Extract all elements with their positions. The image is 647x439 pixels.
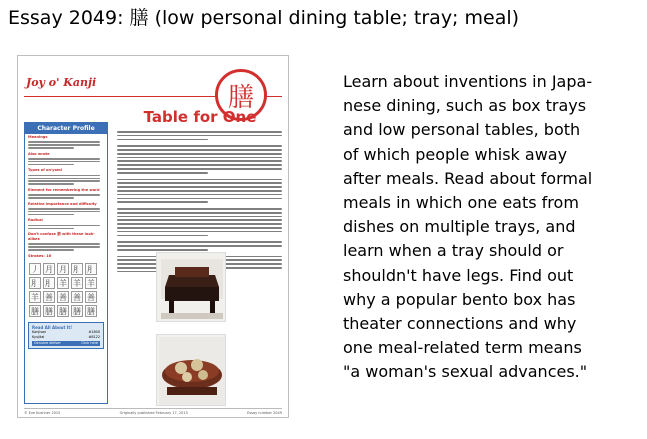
stroke-order-box: 膳	[73, 306, 81, 316]
profile-section	[25, 167, 107, 187]
greeked-text-line	[117, 157, 282, 159]
lacquer-box-tray-photo	[156, 252, 226, 322]
read-all-label: Genuine deliver	[34, 340, 61, 345]
stroke-order-box: ⺼	[87, 264, 95, 274]
stroke-order-box: 丿	[31, 264, 39, 274]
description-line: meals in which one eats from	[343, 193, 579, 213]
greeked-text-line	[28, 178, 100, 180]
profile-section-title: Meanings	[28, 135, 48, 139]
profile-section	[25, 217, 107, 231]
description-line: after meals. Read about formal	[343, 168, 593, 188]
stroke-order-box: 羊	[87, 278, 95, 288]
profile-section	[25, 134, 107, 151]
greeked-text-line	[117, 135, 282, 137]
greeked-text-line	[117, 208, 282, 210]
profile-section-title: Element for remembering the word	[28, 187, 100, 192]
description-line: dishes on multiple trays, and	[343, 217, 576, 237]
stroke-order-box: 羊	[73, 278, 81, 288]
bowl-set-tray-photo	[156, 334, 226, 406]
greeked-text-line	[117, 219, 282, 221]
greeked-text-line	[117, 131, 282, 133]
description-line: and low personal tables, both	[343, 120, 581, 140]
read-all-value: #1800	[88, 329, 100, 334]
stroke-order-box: 膳	[87, 306, 95, 316]
footer-copyright: © Eve Kushner 2015	[24, 411, 61, 415]
essay-description	[343, 70, 643, 385]
stroke-order-box: 膳	[59, 306, 67, 316]
profile-section-title: Strokes: 16	[28, 253, 52, 258]
greeked-text-line	[28, 225, 100, 227]
stroke-order-box: 羊	[31, 292, 39, 302]
greeked-text-line	[117, 249, 208, 251]
greeked-text-line	[28, 197, 74, 199]
body-paragraph	[117, 241, 282, 250]
stroke-order-box: ⺼	[45, 278, 53, 288]
greeked-text-line	[117, 172, 208, 174]
stroke-order-box: 月	[45, 264, 53, 274]
greeked-text-line	[28, 180, 100, 182]
greeked-text-line	[28, 175, 100, 177]
profile-section-title: Relative importance and difficulty	[28, 201, 97, 206]
profile-sections	[25, 134, 107, 261]
greeked-text-line	[117, 194, 282, 196]
greeked-text-line	[117, 179, 282, 181]
description-line: nese dining, such as box trays	[343, 96, 587, 116]
greeked-text-line	[117, 149, 282, 151]
footer-published: Originally published February 17, 2015	[119, 411, 188, 415]
page-footer	[24, 408, 282, 415]
stroke-order-box: 膳	[45, 306, 53, 316]
profile-section-title: Don't confuse 膳 with these look-alikes	[28, 232, 95, 242]
body-paragraph	[117, 145, 282, 173]
greeked-text-line	[28, 183, 74, 185]
description-line: "a woman's sexual advances."	[343, 362, 588, 382]
stroke-order-box: ⺼	[73, 264, 81, 274]
profile-section	[25, 253, 107, 261]
footer-essay-number: Essay number 2049	[247, 411, 282, 415]
greeked-text-line	[117, 227, 282, 229]
greeked-text-line	[28, 158, 100, 160]
greeked-text-line	[28, 161, 100, 163]
greeked-text-line	[28, 144, 100, 146]
greeked-text-line	[117, 153, 282, 155]
greeked-text-line	[117, 212, 282, 214]
stroke-order-box: 膳	[31, 306, 39, 316]
stroke-order-box: 月	[59, 264, 67, 274]
profile-section	[25, 151, 107, 168]
stroke-order-grid	[25, 261, 107, 319]
read-all-about-it-box	[28, 322, 104, 349]
greeked-text-line	[117, 235, 208, 237]
greeked-text-line	[28, 141, 100, 143]
description-line: shouldn't have legs. Find out	[343, 265, 574, 285]
read-all-label: Kyujitai	[32, 334, 45, 339]
essay-page-thumbnail[interactable]	[17, 55, 289, 418]
greeked-text-line	[28, 147, 74, 149]
read-all-link-row[interactable]	[32, 341, 100, 346]
greeked-text-line	[117, 245, 282, 247]
greeked-text-line	[117, 186, 282, 188]
profile-section-title: Radical	[28, 218, 43, 223]
character-profile-sidebar	[24, 122, 108, 404]
stroke-order-box: 善	[73, 292, 81, 302]
featured-kanji: 膳	[215, 69, 267, 121]
greeked-text-line	[28, 164, 74, 166]
greeked-text-line	[28, 208, 100, 210]
article-title: Table for One	[143, 108, 257, 126]
greeked-text-line	[117, 190, 282, 192]
stroke-order-box: 善	[87, 292, 95, 302]
stroke-order-box: ⺼	[31, 278, 39, 288]
stroke-order-box: 善	[59, 292, 67, 302]
profile-section	[25, 187, 107, 201]
greeked-text-line	[117, 164, 282, 166]
character-profile-heading: Character Profile	[25, 123, 107, 134]
greeked-text-line	[117, 145, 282, 147]
greeked-text-line	[28, 228, 74, 230]
description-line: one meal-related term means	[343, 338, 582, 358]
greeked-text-line	[117, 241, 282, 243]
profile-section-title: Also wrote	[28, 151, 50, 156]
greeked-text-line	[117, 216, 282, 218]
greeked-text-line	[28, 214, 74, 216]
read-all-title: Read All About It!	[32, 324, 73, 330]
greeked-text-line	[117, 182, 282, 184]
stroke-order-box: 善	[45, 292, 53, 302]
profile-section	[25, 201, 107, 218]
greeked-text-line	[117, 223, 282, 225]
greeked-text-line	[117, 231, 282, 233]
read-all-value: #8122	[88, 334, 100, 339]
greeked-text-line	[28, 249, 74, 251]
description-line: theater connections and why	[343, 314, 577, 334]
click-here-link[interactable]: Click here	[81, 340, 98, 345]
read-all-row	[32, 335, 100, 340]
greeked-text-line	[117, 139, 208, 141]
profile-section	[25, 231, 107, 253]
greeked-text-line	[28, 243, 100, 245]
body-paragraph	[117, 179, 282, 203]
essay-heading: Essay 2049: 膳 (low personal dining table; tray; meal)	[8, 7, 520, 29]
greeked-text-line	[28, 246, 100, 248]
greeked-text-line	[28, 194, 100, 196]
greeked-text-line	[117, 168, 282, 170]
stroke-order-box: 羊	[59, 278, 67, 288]
read-all-label: Kanjisan	[32, 329, 47, 334]
greeked-text-line	[117, 198, 282, 200]
greeked-text-line	[117, 160, 282, 162]
description-line: Learn about inventions in Japa-	[343, 72, 593, 91]
greeked-text-line	[117, 201, 208, 203]
profile-section-title: Types of on'yomi	[28, 168, 62, 173]
body-paragraph	[117, 131, 282, 140]
greeked-text-line	[28, 211, 100, 213]
description-line: of which people whisk away	[343, 144, 568, 164]
description-line: learn when a tray should or	[343, 241, 564, 261]
body-paragraph	[117, 208, 282, 236]
joy-o-kanji-logo: Joy o' Kanji	[26, 76, 97, 89]
description-line: why a popular bento box has	[343, 289, 576, 309]
